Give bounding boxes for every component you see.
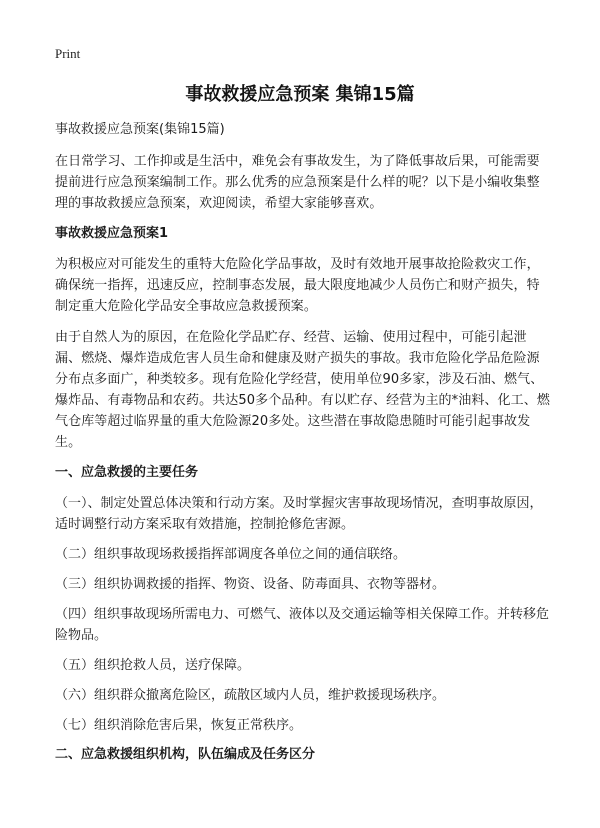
task-item: （七）组织消除危害后果，恢复正常秩序。 [55,718,303,733]
section-heading: 事故救援应急预案1 [55,226,169,241]
task-item: （二）组织事故现场救援指挥部调度各单位之间的通信联络。 [55,547,407,562]
document-body [55,120,550,775]
task-item: （五）组织抢救人员，送疗保障。 [55,658,251,673]
document-subtitle: 事故救援应急预案(集锦15篇) [55,122,225,137]
task-item: （四）组织事故现场所需电力、可燃气、液体以及交通运输等相关保障工作。并转移危险物品。 [55,607,550,643]
section-paragraph: 由于自然人为的原因，在危险化学品贮存、经营、运输、使用过程中，可能引起泄漏、燃烧、爆炸造成危害人员生命和健康及财产损失的事故。我市危险化学品危险源分布点多面广，种类较多。现有危险化学经营，使用单位90多家，涉及石油、燃气、爆炸品、有毒物品和农药。共达50多个品种。有以贮存、经营为主的*油料、化工、燃气仓库等超过临界量的重大危险源20多处。这些潜在事故隐患随时可能引起事故发生。 [55,330,550,450]
print-label: Print [55,46,81,61]
task-item: （六）组织群众撤离危险区，疏散区域内人员，维护救援现场秩序。 [55,688,446,703]
tasks-heading: 一、应急救援的主要任务 [55,465,199,480]
section-paragraph: 为积极应对可能发生的重特大危险化学品事故，及时有效地开展事故抢险救灾工作，确保统一指挥，迅速反应，控制事态发展，最大限度地减少人员伤亡和财产损失，特制定重大危险化学品安全事故应急救援预案。 [55,257,540,314]
intro-paragraph: 在日常学习、工作抑或是生活中，难免会有事故发生，为了降低事故后果，可能需要提前进行应急预案编制工作。那么优秀的应急预案是什么样的呢？以下是小编收集整理的事故救援应急预案，欢迎阅读，希望大家能够喜欢。 [55,154,540,211]
task-item: （三）组织协调救援的指挥、物资、设备、防毒面具、衣物等器材。 [55,577,446,592]
task-item: （一）、制定处置总体决策和行动方案。及时掌握灾害事故现场情况，查明事故原因，适时调整行动方案采取有效措施，控制抢修危害源。 [55,496,543,532]
document-title: 事故救援应急预案 集锦15篇 [185,84,415,105]
org-heading: 二、应急救援组织机构，队伍编成及任务区分 [55,747,316,762]
